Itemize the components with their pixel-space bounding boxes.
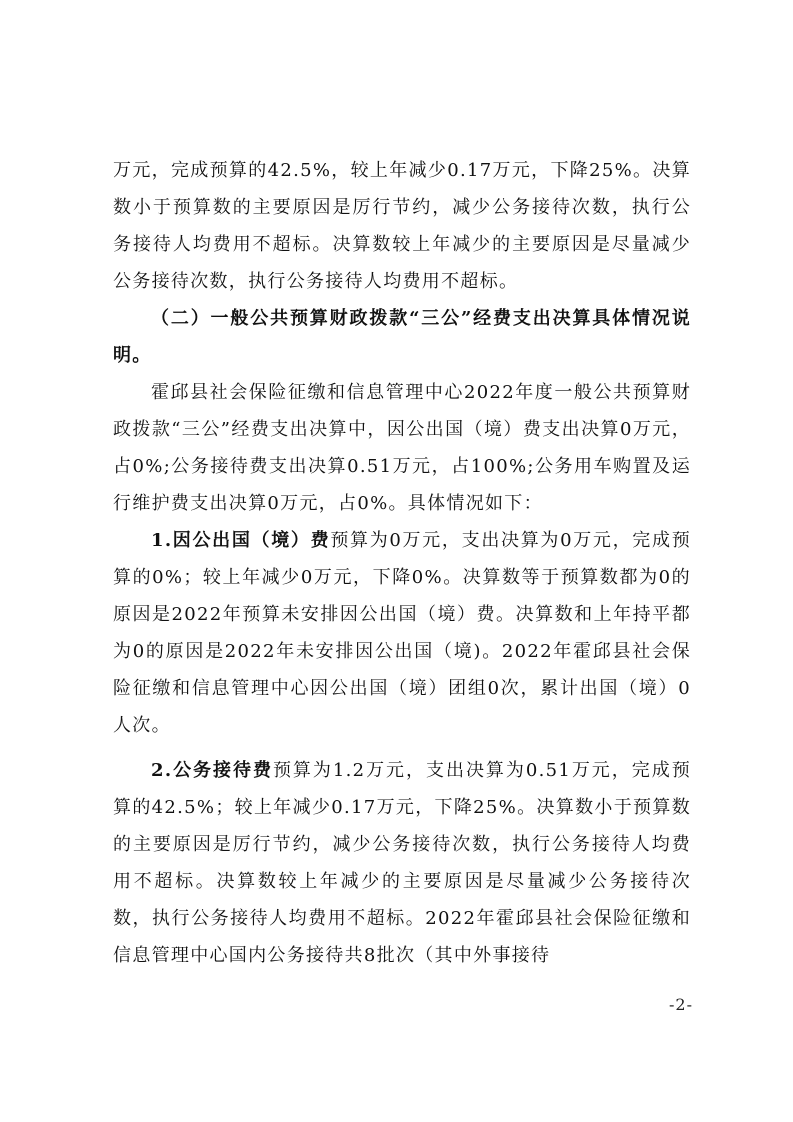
paragraph-4 xyxy=(113,752,691,974)
document-body xyxy=(113,152,691,974)
paragraph-3-text: 预算为0万元，支出决算为0万元，完成预算的0%；较上年减少0万元，下降0%。决算数等于预算数都为0的原因是2022年预算未安排因公出国（境）费。决算数和上年持平都为0的原因是2022年未安排因公出国（境)。2022年霍邱县社会保险征缴和信息管理中心因公出国（境）团组0次，累计出国（境）0人次。 xyxy=(113,530,691,736)
paragraph-3-label: 1.因公出国（境）费 xyxy=(151,530,331,551)
page-number: -2- xyxy=(669,995,693,1014)
paragraph-4-text: 预算为1.2万元，支出决算为0.51万元，完成预算的42.5%；较上年减少0.17万元，下降25%。决算数小于预算数的主要原因是厉行节约，减少公务接待次数，执行公务接待人均费用不超标。决算数较上年减少的主要原因是尽量减少公务接待次数，执行公务接待人均费用不超标。2022年霍邱县社会保险征缴和信息管理中心国内公务接待共8批次（其中外事接待 xyxy=(113,760,692,966)
paragraph-4-label: 2.公务接待费 xyxy=(151,760,273,781)
paragraph-1: 万元，完成预算的42.5%，较上年减少0.17万元，下降25%。决算数小于预算数的主要原因是厉行节约，减少公务接待次数，执行公务接待人均费用不超标。决算数较上年减少的主要原因是尽量减少公务接待次数，执行公务接待人均费用不超标。 xyxy=(113,160,691,292)
paragraph-2: 霍邱县社会保险征缴和信息管理中心2022年度一般公共预算财政拨款“三公”经费支出决算中，因公出国（境）费支出决算0万元，占0%;公务接待费支出决算0.51万元，占100%;公务用车购置及运行维护费支出决算0万元，占0%。具体情况如下： xyxy=(113,382,691,514)
section-heading: （二）一般公共预算财政拨款“三公”经费支出决算具体情况说明。 xyxy=(113,308,691,366)
paragraph-3 xyxy=(113,522,691,744)
